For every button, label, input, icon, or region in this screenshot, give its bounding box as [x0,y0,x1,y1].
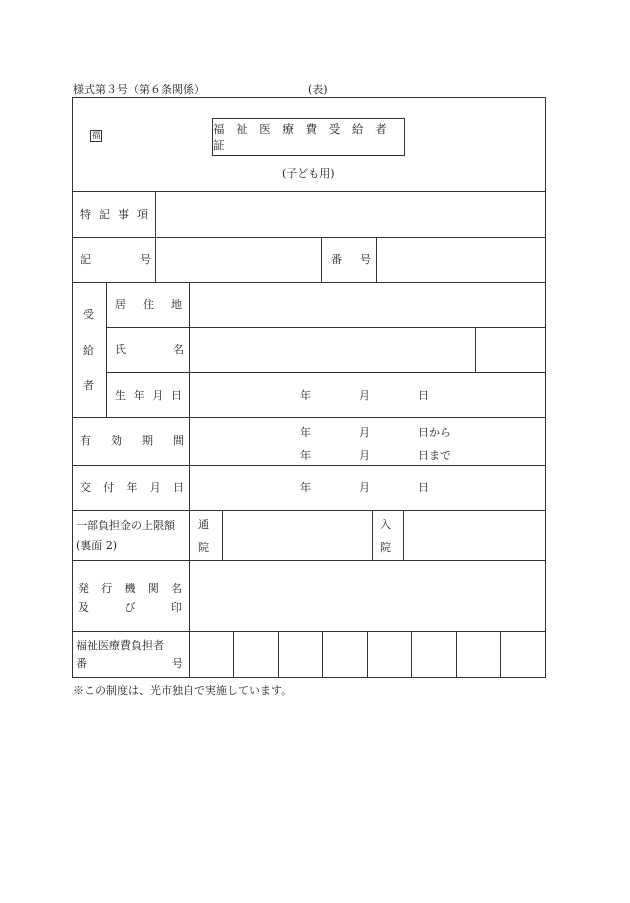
divider [233,631,234,678]
label-copay-limit-1: 一部負担金の上限額 [76,519,175,532]
divider [72,560,546,561]
valid-until-day-unit: 日まで [418,449,451,462]
divider [376,237,377,282]
birth-day-unit: 日 [418,389,429,402]
valid-until-month-unit: 月 [359,449,370,462]
label-issue-date: 交 付 年 月 日 [80,481,184,494]
divider [278,631,279,678]
label-recipient-2: 給 [83,344,94,357]
label-outpatient-1: 通 [198,518,209,531]
label-inpatient-1: 入 [380,518,391,531]
divider [222,510,223,560]
label-outpatient-2: 院 [198,541,209,554]
divider [321,237,322,282]
label-special-notes: 特 記 事 項 [80,208,148,221]
label-payer-number-1: 福祉医療費負担者 [76,639,164,652]
fuku-mark-icon: 福 [91,131,101,141]
certificate-title: 福 祉 医 療 費 受 給 者 証 [212,118,405,156]
issue-day-unit: 日 [418,481,429,494]
label-payer-number-2: 番 号 [76,657,183,670]
label-address: 居 住 地 [115,298,182,311]
label-name-2: 名 [173,343,184,356]
divider [72,510,546,511]
label-name-1: 氏 [115,343,126,356]
divider [189,282,190,678]
label-validity: 有 効 期 間 [80,434,184,447]
label-kigou-1: 記 [80,253,91,266]
label-inpatient-2: 院 [380,541,391,554]
birth-year-unit: 年 [300,389,311,402]
label-recipient-1: 受 [83,308,94,321]
valid-from-year-unit: 年 [300,426,311,439]
label-kigou-2: 号 [140,253,151,266]
label-issuer-2: 及 び 印 [78,601,182,614]
divider [500,631,501,678]
label-bangou-2: 号 [360,253,371,266]
certificate-subtitle: (子ども用) [282,167,335,180]
divider [72,237,546,238]
form-number: 様式第３号（第６条関係） [73,83,205,96]
birth-month-unit: 月 [359,389,370,402]
label-birthdate: 生 年 月 日 [115,389,182,402]
divider [475,327,476,372]
label-copay-limit-2: (裏面 2) [76,539,118,552]
label-bangou-1: 番 [331,253,342,266]
divider [106,327,546,328]
divider [372,510,373,560]
divider [72,191,546,192]
valid-from-day-unit: 日から [418,426,451,439]
divider [367,631,368,678]
valid-from-month-unit: 月 [359,426,370,439]
divider [106,372,546,373]
divider [72,631,546,632]
footnote: ※この制度は、光市独自で実施しています。 [73,684,293,697]
valid-until-year-unit: 年 [300,449,311,462]
divider [72,465,546,466]
divider [322,631,323,678]
divider [155,191,156,282]
divider [411,631,412,678]
side-label: (表) [308,83,328,96]
divider [456,631,457,678]
issue-month-unit: 月 [359,481,370,494]
divider [106,282,107,417]
divider [72,417,546,418]
label-recipient-3: 者 [83,379,94,392]
divider [403,510,404,560]
issue-year-unit: 年 [300,481,311,494]
label-issuer-1: 発 行 機 関 名 [78,582,182,595]
divider [72,282,546,283]
